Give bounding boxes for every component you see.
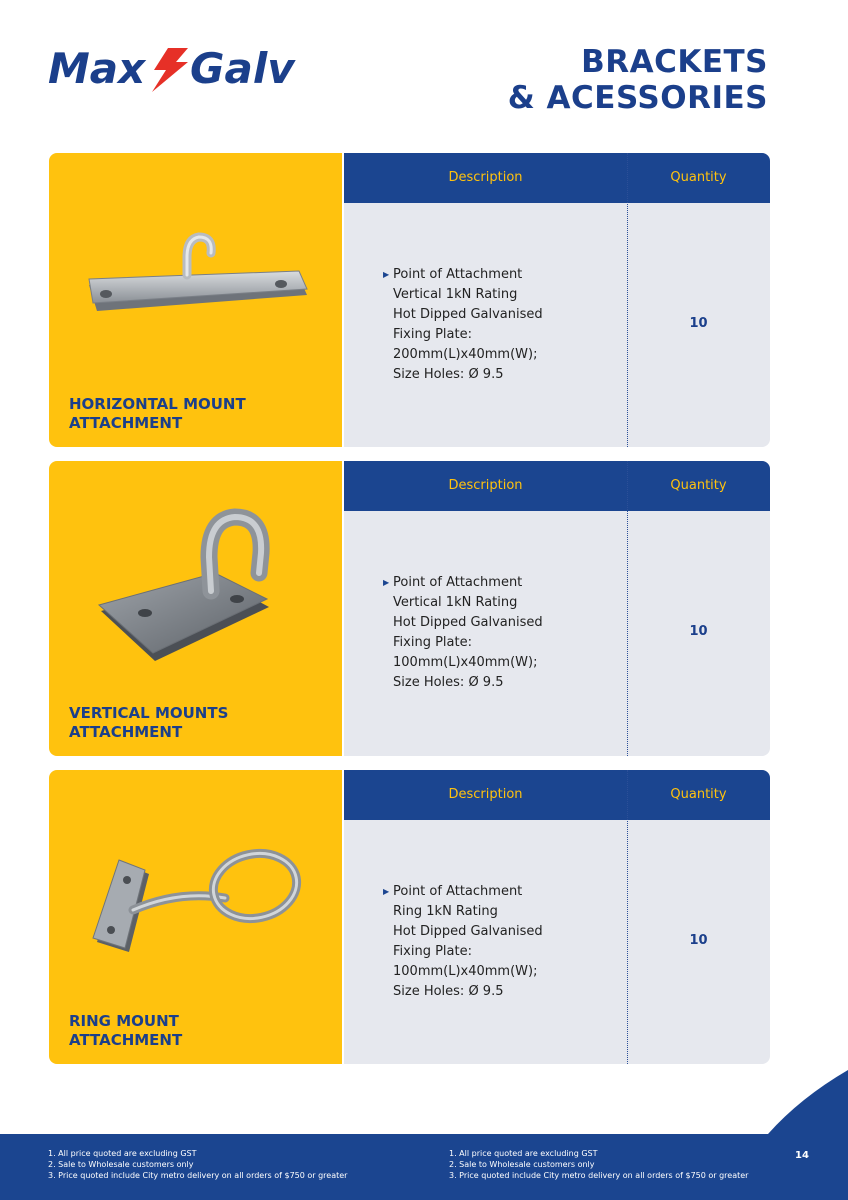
footer-note: 3. Price quoted include City metro delivery on all orders of $750 or greater	[48, 1171, 348, 1180]
product-image-panel	[49, 461, 342, 756]
logo-text-galv: Galv	[190, 44, 295, 93]
page-title-line2: & ACESSORIES	[507, 80, 768, 116]
product-card-horizontal-mount	[49, 153, 770, 447]
description-line: ▶ Point of Attachment	[383, 573, 623, 593]
quantity-cell: 10	[689, 624, 708, 639]
header-quantity: Quantity	[670, 478, 727, 493]
logo-text-max: Max	[48, 44, 146, 93]
column-divider	[627, 770, 628, 1064]
product-name-line2: ATTACHMENT	[69, 414, 183, 432]
description-line: Vertical 1kN Rating	[393, 595, 518, 610]
page-number: 14	[795, 1150, 809, 1161]
logo-graphic	[48, 40, 324, 96]
description-line: ▶ Point of Attachment	[383, 882, 623, 902]
product-name	[69, 395, 246, 433]
description-line: Hot Dipped Galvanised	[393, 615, 543, 630]
description-line: Hot Dipped Galvanised	[393, 924, 543, 939]
description-line: Hot Dipped Galvanised	[393, 307, 543, 322]
description-line: 200mm(L)x40mm(W);	[393, 347, 538, 362]
description-line: Ring 1kN Rating	[393, 904, 498, 919]
header-quantity: Quantity	[670, 787, 727, 802]
product-image-panel	[49, 770, 342, 1064]
footer-notes-left	[48, 1148, 347, 1181]
description-line: Size Holes: Ø 9.5	[393, 675, 504, 690]
description-line: Fixing Plate:	[393, 327, 472, 342]
product-name-line1: RING MOUNT	[69, 1012, 179, 1030]
product-table	[344, 153, 770, 447]
product-name-line2: ATTACHMENT	[69, 723, 183, 741]
product-name	[69, 704, 228, 742]
description-line: Fixing Plate:	[393, 635, 472, 650]
footer-notes-right	[449, 1148, 748, 1181]
table-header	[344, 153, 770, 203]
product-table	[344, 461, 770, 756]
product-card-vertical-mount	[49, 461, 770, 756]
table-header	[344, 770, 770, 820]
header-description: Description	[448, 170, 523, 185]
footer-note: 2. Sale to Wholesale customers only	[48, 1160, 194, 1169]
description-line: Fixing Plate:	[393, 944, 472, 959]
quantity-cell: 10	[689, 933, 708, 948]
description-line: Size Holes: Ø 9.5	[393, 367, 504, 382]
header-description: Description	[448, 478, 523, 493]
product-table	[344, 770, 770, 1064]
description-line: ▶ Point of Attachment	[383, 265, 623, 285]
header-quantity: Quantity	[670, 170, 727, 185]
column-divider	[627, 153, 628, 447]
maxgalv-logo	[48, 40, 324, 96]
footer-note: 2. Sale to Wholesale customers only	[449, 1160, 595, 1169]
description-line: Vertical 1kN Rating	[393, 287, 518, 302]
product-name-line2: ATTACHMENT	[69, 1031, 183, 1049]
footer-note: 1. All price quoted are excluding GST	[449, 1149, 598, 1158]
description-line: 100mm(L)x40mm(W);	[393, 655, 538, 670]
column-divider	[627, 461, 628, 756]
page-title-line1: BRACKETS	[581, 44, 768, 80]
table-header	[344, 461, 770, 511]
description-cell	[383, 265, 623, 385]
description-line: Size Holes: Ø 9.5	[393, 984, 504, 999]
product-image-panel	[49, 153, 342, 447]
description-line: 100mm(L)x40mm(W);	[393, 964, 538, 979]
description-cell	[383, 573, 623, 693]
product-card-ring-mount	[49, 770, 770, 1064]
footer-note: 3. Price quoted include City metro delivery on all orders of $750 or greater	[449, 1171, 749, 1180]
quantity-cell: 10	[689, 316, 708, 331]
footer-note: 1. All price quoted are excluding GST	[48, 1149, 197, 1158]
page-title	[508, 44, 768, 116]
lightning-bolt-icon	[152, 48, 188, 92]
header-description: Description	[448, 787, 523, 802]
product-name	[69, 1012, 182, 1050]
product-name-line1: VERTICAL MOUNTS	[69, 704, 229, 722]
description-cell	[383, 882, 623, 1002]
product-name-line1: HORIZONTAL MOUNT	[69, 395, 246, 413]
